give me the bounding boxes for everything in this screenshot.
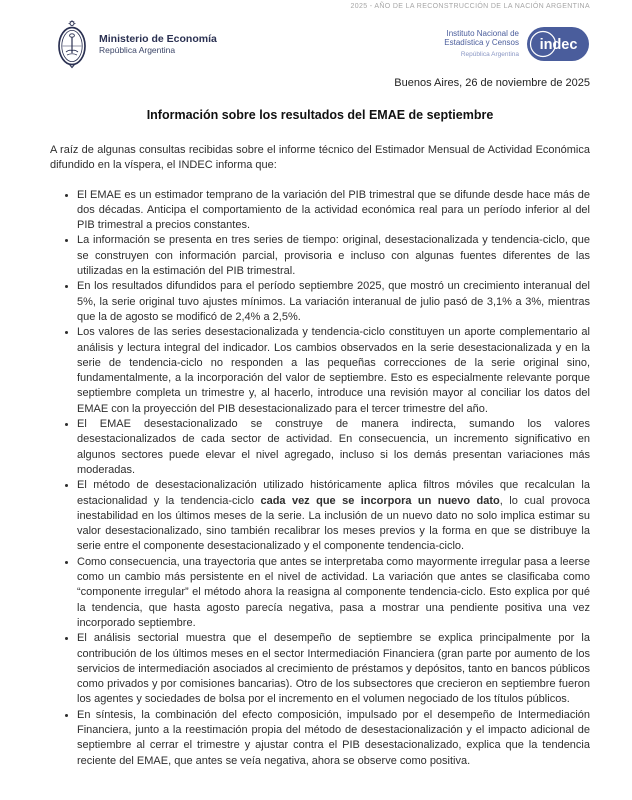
- bullet-text: El EMAE es un estimador temprano de la variación del PIB trimestral que se difunde desde hace más de dos décadas. Anticipa el comportamiento de la actividad económica real para un período inferior al del PIB trimestral a precios constantes.: [77, 188, 590, 232]
- header: [50, 19, 590, 69]
- bullet-text: El método de desestacionalización utilizado históricamente aplica filtros móviles que recalculan la estacionalidad y la tendencia-ciclo: [77, 479, 590, 507]
- indec-subtitle: República Argentina: [460, 50, 519, 58]
- bullet-text: El EMAE desestacionalizado se construye de manera indirecta, sumando los valores desestacionalizados de cada sector de actividad. En consecuencia, un incremento significativo en algunos sectores puede elevar el nivel agregado, incluso si los demás presentan variaciones más moderadas.: [77, 418, 590, 476]
- bullet-item: [77, 325, 590, 417]
- indec-text: [444, 29, 519, 60]
- bullet-item: [77, 555, 590, 631]
- bullet-item: [77, 233, 590, 279]
- bullet-text: Como consecuencia, una trayectoria que antes se interpretaba como mayormente irregular pasa a leerse como un cambio más persistente en el nivel de actividad. La variación que antes se clasificaba como “componente irregular” el método ahora la reasigna al componente tendencia-ciclo. Esto explica por qué la tendencia, que hasta agosto parecía negativa, pasa a mostrar una pendiente positiva una vez incorporado septiembre.: [77, 555, 590, 629]
- bullet-item: [77, 279, 590, 325]
- bullet-item: [77, 478, 590, 554]
- bullet-item: [77, 631, 590, 707]
- intro-paragraph: A raíz de algunas consultas recibidas sobre el informe técnico del Estimador Mensual de Actividad Económica difundido en la víspera, el INDEC informa que:: [50, 144, 590, 172]
- coat-of-arms-icon: [54, 19, 90, 69]
- document-title: Información sobre los resultados del EMAE de septiembre: [146, 108, 494, 122]
- indec-name-line1: Instituto Nacional de: [446, 28, 519, 38]
- ministry-subtitle: República Argentina: [99, 44, 176, 55]
- indec-pill-icon: [526, 26, 590, 62]
- bullet-text: Los valores de las series desestacionalizada y tendencia-ciclo constituyen un aporte complementario al análisis y lectura integral del indicador. Los cambios observados en la serie desestacionalizada y en la serie de tendencia-ciclo no responden a las pequeñas correcciones de la serie original sino, fundamentalmente, a la incorporación del valor de septiembre. Esto es especialmente relevante porque septiembre completa un trimestre y, al hacerlo, introduce una revisión mayor al conciliar los datos del EMAE con la proyección del PIB desestacionalizado para el tercer trimestre del año.: [77, 326, 590, 415]
- bullet-text: La información se presenta en tres series de tiempo: original, desestacionalizada y tendencia-ciclo, que se construyen con información parcial, provisoria e incluso con algunas fuentes diferentes de las utilizadas en la estimación del PIB trimestral.: [77, 234, 590, 278]
- year-banner: 2025 - AÑO DE LA RECONSTRUCCIÓN DE LA NACIÓN ARGENTINA: [350, 3, 590, 10]
- bullet-text: El análisis sectorial muestra que el desempeño de septiembre se explica principalmente por la contribución de los últimos meses en el sector Intermediación Financiera (gran parte por aumento de los servicios de intermediación asociados al crecimiento de préstamos y depósitos, tanto en bancos públicos como privados y por comisiones bancarias). Otro de los subsectores que crecieron en septiembre fueron los agentes y sociedades de bolsa por el incremento en el volumen negociado de los títulos públicos.: [77, 632, 590, 706]
- bullet-item: [77, 188, 590, 234]
- indec-name-line2: Estadística y Censos: [444, 38, 519, 48]
- date-line: Buenos Aires, 26 de noviembre de 2025: [394, 77, 590, 89]
- bullet-text-bold: cada vez que se incorpora un nuevo dato: [260, 494, 500, 507]
- bullet-text: En los resultados difundidos para el período septiembre 2025, que mostró un crecimiento interanual del 5%, la serie original tuvo ajustes mínimos. La variación interanual de julio pasó de 3,1% a 3%, mientras que la de agosto se modificó de 2,4% a 2,5%.: [77, 280, 590, 323]
- ministry-name: Ministerio de Economía: [99, 32, 217, 45]
- ministry-text: [99, 33, 217, 56]
- bullet-list: [50, 188, 590, 769]
- indec-logo-text: indec: [539, 37, 578, 53]
- ministry-logo: [54, 19, 217, 69]
- bullet-item: [77, 417, 590, 478]
- bullet-text: , lo cual provoca inestabilidad en los últimos meses de la serie. La inclusión de un nuevo dato no solo implica estimar su valor desestacionalizado, sino también recalibrar los meses previos y la forma en que se distribuye la serie entre el componente desestacionalizado y el componente tendencia-ciclo.: [77, 494, 590, 553]
- bullet-text: En síntesis, la combinación del efecto composición, impulsado por el desempeño de Intermediación Financiera, junto a la reestimación propia del método de desestacionalización y el impacto adicional de septiembre al cerrar el trimestre y ajustar contra el PIB desestacionalizado, explica que la tendencia reciente del EMAE, que antes se veía negativa, ahora se observe como positiva.: [77, 708, 590, 767]
- indec-logo: [444, 26, 590, 62]
- bullet-item: [77, 708, 590, 769]
